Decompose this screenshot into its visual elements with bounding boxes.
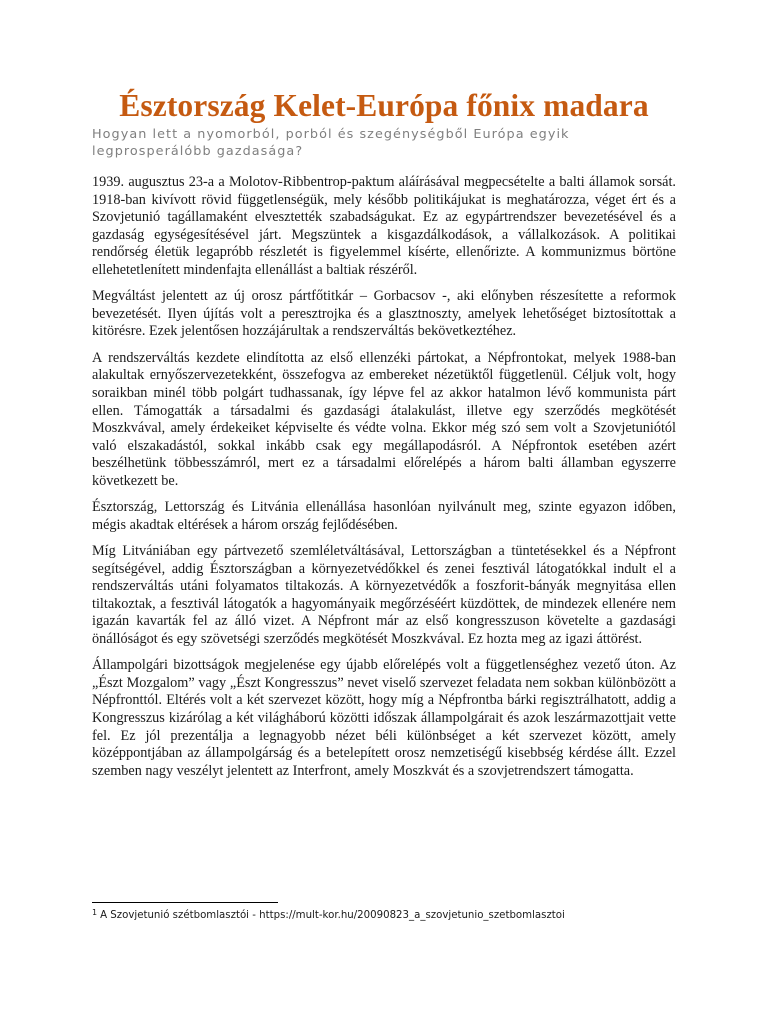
footnote-separator (92, 902, 278, 903)
paragraph-5: Míg Litvániában egy pártvezető szemléletváltásával, Lettországban a tüntetésekkel és a Népfront segítségével, addig Észtországban a környezetvédőkkel és zenei fesztivál látogatókkal indult el a rendszerváltás utáni folyamatos tiltakozás. A környezetvédők a foszforit-bányák megnyitása ellen tiltakoztak, a fesztivál látogatók a hagyományaik megőrzéséért küzdöttek, de mindezek ellenére nem igazán kavarták fel az álló vizet. A Népfront már az első kongresszuson követelte a gazdasági önállóságot és egy szövetségi szerződés megkötését Moszkvával. Ez hozta meg az igazi áttörést. (92, 543, 676, 647)
paragraph-3: A rendszerváltás kezdete elindította az első ellenzéki pártokat, a Népfrontokat, melyek 1988-ban alakultak ernyőszervezetekként, összefogva az embereket nézetüktől függetlenül. Céljuk volt, hogy soraikban minél több polgárt tudhassanak, így lépve fel az akkor hatalmon lévő kommunista párt ellen. Támogatták a társadalmi és gazdasági átalakulást, illetve egy szerződés megkötését Moszkvával, amely érdekeiket képviselte és védte volna. Ekkor még szó sem volt a Szovjetuniótól való elszakadástól, sokkal inkább csak egy megállapodásról. A Népfrontok esetében azért beszélhetünk többesszámról, mert ez a társadalmi előrelépés a három balti államban egyszerre következett be. (92, 349, 676, 489)
footnote (92, 908, 565, 921)
footnote-text[interactable]: A Szovjetunió szétbomlasztói - https://mult-kor.hu/20090823_a_szovjetunio_szetbomlasztoi (100, 910, 565, 921)
paragraph-1: 1939. augusztus 23-a a Molotov-Ribbentrop-paktum aláírásával megpecsételte a balti államok sorsát. 1918-ban kivívott rövid függetlenségük, mely később politikájukat is meghatározza, véget ért és a Szovjetunió tagállamaként elvesztették szabadságukat. Ez az egypártrendszer bevezetésével és a gazdaság egységesítésével járt. Megszüntek a kisgazdálkodások, a vállalkozások. A politikai rendőrség életük legapróbb részletét is figyelemmel kísérte, ellenőrizte. A kommunizmus börtöne ellehetetlenített mindenfajta ellenállást a baltiak részéről. (92, 174, 676, 278)
paragraph-6: Állampolgári bizottságok megjelenése egy újabb előrelépés volt a függetlenséghez vezető úton. Az „Észt Mozgalom” vagy „Észt Kongresszus” nevet viselő szervezet feladata nem sokban különbözött a Népfronttól. Eltérés volt a két szervezet között, hogy míg a Népfrontba bárki regisztrálhatott, addig a Kongresszus kizárólag a két világháború közötti időszak állampolgárait és azok leszármazottjait vette fel. Ez jól prezentálja a legnagyobb nézet béli különbséget a két szervezet között, amely középpontjában az állampolgárság és a betelepített orosz nemzetiségű kisebbség kérdése állt. Ezzel szemben nagy veszélyt jelentett az Interfront, amely Moszkvát és a szovjetrendszert támogatta. (92, 657, 676, 779)
paragraph-2: Megváltást jelentett az új orosz pártfőtitkár – Gorbacsov -, aki előnyben részesítette a reformok bevezetését. Ilyen újítás volt a peresztrojka és a glasztnoszty, amelyek lehetőséget biztosítottak a kitörésre. Ezek jelentősen hozzájárultak a rendszerváltás bekövetkeztéhez. (92, 288, 676, 340)
document-subtitle: Hogyan lett a nyomorból, porból és szegénységből Európa egyik legprosperálóbb gazdasága? (92, 127, 570, 159)
footnote-number: 1 (92, 908, 98, 917)
document-title: Észtország Kelet-Európa főnix madara (119, 88, 649, 123)
paragraph-4: Észtország, Lettország és Litvánia ellenállása hasonlóan nyilvánult meg, szinte egyazon időben, mégis akadtak eltérések a három ország fejlődésében. (92, 499, 676, 533)
document-page (92, 86, 676, 789)
